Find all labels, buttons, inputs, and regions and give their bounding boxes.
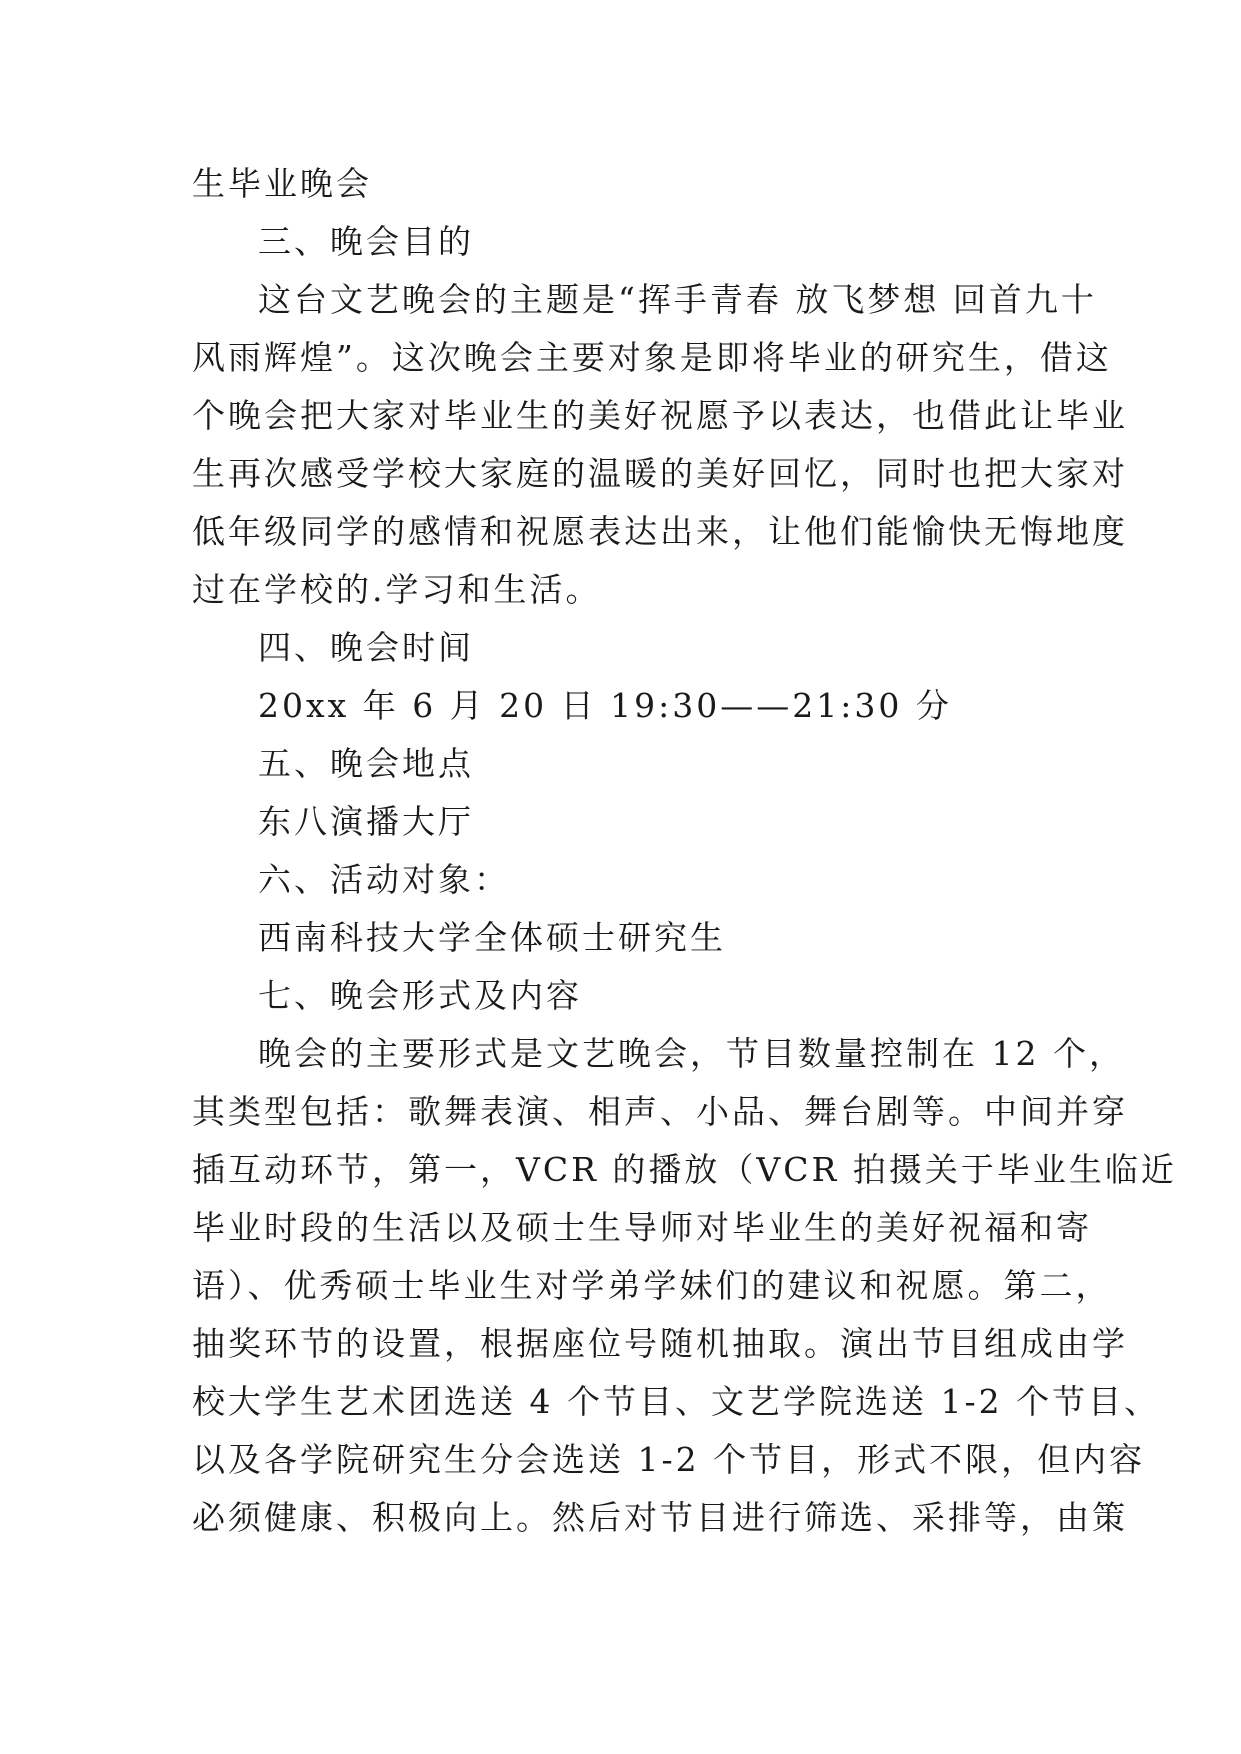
event-audience: 西南科技大学全体硕士研究生 (258, 918, 726, 957)
paragraph-line: 校大学生艺术团选送 4 个节目、文艺学院选送 1-2 个节目、 (192, 1382, 1161, 1421)
paragraph-line: 风雨辉煌”。这次晚会主要对象是即将毕业的研究生，借这 (192, 338, 1112, 377)
paragraph-line: 生再次感受学校大家庭的温暖的美好回忆，同时也把大家对 (192, 454, 1128, 493)
paragraph-line: 其类型包括：歌舞表演、相声、小品、舞台剧等。中间并穿 (192, 1092, 1128, 1131)
paragraph-line: 语）、优秀硕士毕业生对学弟学妹们的建议和祝愿。第二， (192, 1266, 1112, 1305)
paragraph-line: 抽奖环节的设置，根据座位号随机抽取。演出节目组成由学 (192, 1324, 1128, 1363)
paragraph-line: 过在学校的.学习和生活。 (192, 570, 602, 609)
paragraph-line: 低年级同学的感情和祝愿表达出来，让他们能愉快无悔地度 (192, 512, 1128, 551)
section-heading: 三、晚会目的 (258, 222, 474, 261)
text-line: 生毕业晚会 (192, 164, 372, 203)
paragraph-line: 以及各学院研究生分会选送 1-2 个节目，形式不限，但内容 (192, 1440, 1146, 1479)
event-location: 东八演播大厅 (258, 802, 474, 841)
paragraph-line: 个晚会把大家对毕业生的美好祝愿予以表达，也借此让毕业 (192, 396, 1128, 435)
paragraph-line: 插互动环节，第一，VCR 的播放（VCR 拍摄关于毕业生临近 (192, 1150, 1177, 1189)
paragraph-line: 晚会的主要形式是文艺晚会，节目数量控制在 12 个， (258, 1034, 1125, 1073)
paragraph-line: 毕业时段的生活以及硕士生导师对毕业生的美好祝福和寄 (192, 1208, 1092, 1247)
section-heading: 七、晚会形式及内容 (258, 976, 582, 1015)
paragraph-line: 这台文艺晚会的主题是“挥手青春 放飞梦想 回首九十 (258, 280, 1097, 319)
paragraph-line: 必须健康、积极向上。然后对节目进行筛选、采排等，由策 (192, 1498, 1128, 1537)
section-heading: 四、晚会时间 (258, 628, 474, 667)
section-heading: 五、晚会地点 (258, 744, 474, 783)
event-time: 20xx 年 6 月 20 日 19:30——21:30 分 (258, 686, 952, 725)
section-heading: 六、活动对象： (258, 860, 510, 899)
